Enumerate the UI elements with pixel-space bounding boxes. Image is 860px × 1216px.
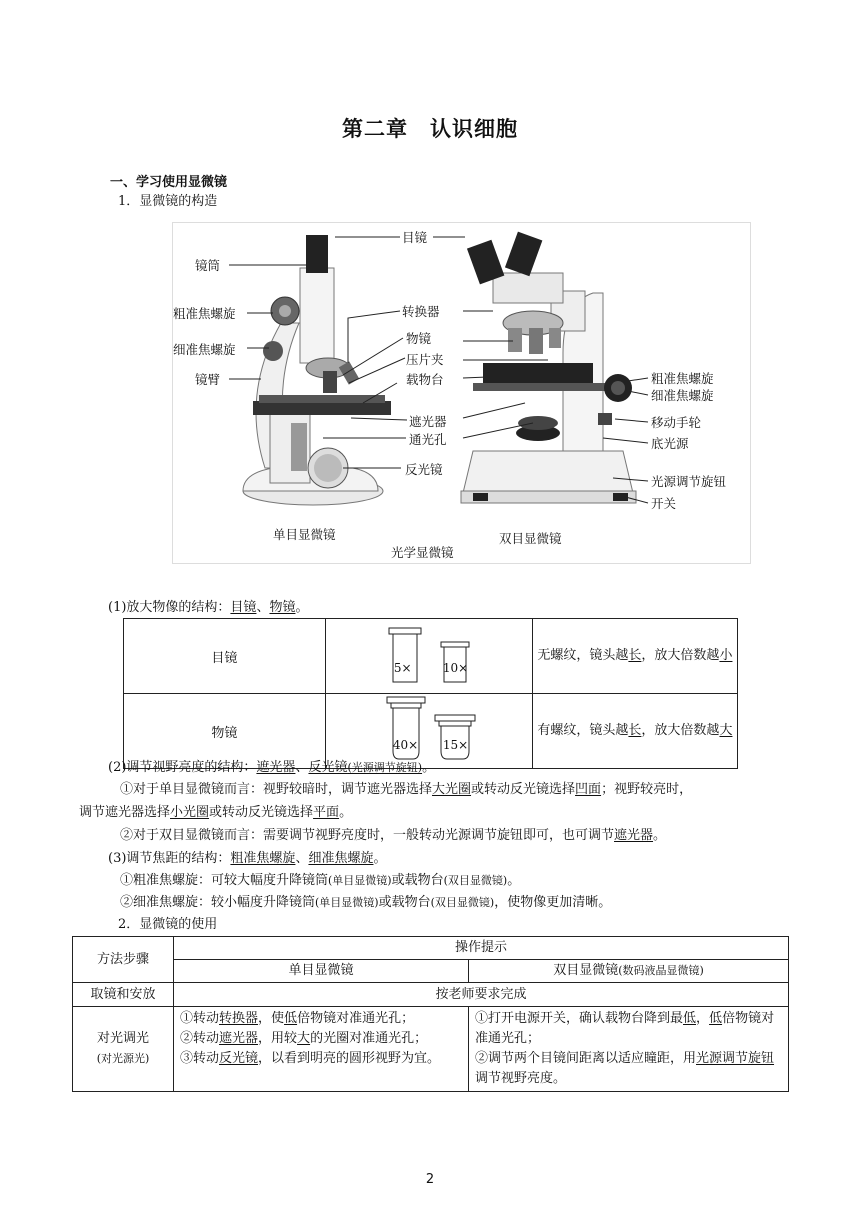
header-monocular: 单目显微镜 bbox=[174, 960, 469, 983]
label-eyepiece: 目镜 bbox=[402, 230, 428, 245]
text: 。 bbox=[295, 600, 309, 615]
text: 或转动反光镜选择 bbox=[471, 782, 576, 797]
label-objective: 物镜 bbox=[406, 331, 432, 346]
cell-mono-steps bbox=[174, 1007, 469, 1092]
text: 无螺纹，镜头越 bbox=[537, 648, 629, 663]
lens-40x-label: 40× bbox=[392, 738, 419, 752]
note: (光源调节旋钮) bbox=[347, 761, 423, 774]
text: 、 bbox=[295, 760, 309, 775]
cell-desc bbox=[532, 619, 737, 694]
label-nosepiece: 转换器 bbox=[402, 304, 440, 319]
paragraph-brightness-structures bbox=[108, 758, 435, 778]
table-header-row bbox=[73, 960, 789, 983]
lens-10x-label: 10× bbox=[442, 661, 469, 675]
text: ①转动 bbox=[180, 1011, 220, 1026]
note: (双目显微镜) bbox=[443, 874, 508, 887]
label-switch: 开关 bbox=[651, 496, 677, 511]
note: (双目显微镜) bbox=[430, 896, 495, 909]
text: ①对于单目显微镜而言：视野较暗时，调节遮光器选择 bbox=[120, 782, 433, 797]
paragraph-magnify-structures bbox=[108, 598, 308, 618]
text: ，用较 bbox=[258, 1031, 298, 1046]
note: (单目显微镜) bbox=[328, 874, 392, 887]
note: (单目显微镜) bbox=[315, 896, 379, 909]
answer: 粗准焦螺旋 bbox=[230, 851, 296, 866]
answer: 小光圈 bbox=[170, 805, 210, 820]
cell-name: 目镜 bbox=[124, 619, 326, 694]
text: (1)放大物像的结构： bbox=[108, 600, 231, 615]
eyepiece-lens-icons bbox=[327, 620, 531, 688]
note: (数码液晶显微镜) bbox=[618, 964, 704, 977]
answer: 大光圈 bbox=[432, 782, 472, 797]
label-bottom-light: 底光源 bbox=[651, 436, 689, 451]
text: ，放大倍数越 bbox=[641, 648, 720, 663]
text: ③转动 bbox=[180, 1051, 220, 1066]
paragraph-bino-brightness bbox=[120, 826, 666, 846]
page-number: 2 bbox=[425, 1172, 435, 1187]
text: (2)调节视野亮度的结构： bbox=[108, 760, 257, 775]
label-fine-focus-right: 细准焦螺旋 bbox=[651, 388, 714, 403]
text: ；视野较亮时， bbox=[601, 782, 693, 797]
label-coarse-focus-right: 粗准焦螺旋 bbox=[651, 371, 714, 386]
microscope-figure bbox=[172, 222, 751, 564]
text: ②细准焦螺旋：较小幅度升降镜筒 bbox=[120, 895, 316, 910]
text: 。 bbox=[373, 851, 387, 866]
answer: 反光镜 bbox=[308, 760, 348, 775]
table-header-row bbox=[73, 937, 789, 960]
text: ①粗准焦螺旋：可较大幅度升降镜筒 bbox=[120, 873, 329, 888]
paragraph-mono-brightness-cont bbox=[79, 803, 352, 823]
text: 。 bbox=[653, 828, 667, 843]
text: 或转动反光镜选择 bbox=[209, 805, 314, 820]
lens-table bbox=[123, 618, 738, 769]
cell-desc bbox=[532, 694, 737, 769]
text: 的光圈对准通光孔； bbox=[310, 1031, 428, 1046]
text: ，使物像更加清晰。 bbox=[494, 895, 612, 910]
caption-binocular: 双目显微镜 bbox=[499, 531, 562, 546]
cell-bino-steps bbox=[469, 1007, 789, 1092]
header-binocular bbox=[469, 960, 789, 983]
header-step: 方法步骤 bbox=[73, 937, 174, 983]
text: ，放大倍数越 bbox=[641, 723, 720, 738]
text: ①打开电源开关，确认载物台降到最 bbox=[475, 1011, 684, 1026]
cell-lens-drawing bbox=[325, 619, 532, 694]
label-stage: 载物台 bbox=[406, 372, 444, 387]
label-clip: 压片夹 bbox=[406, 352, 444, 367]
table-row bbox=[124, 619, 738, 694]
answer: 低 bbox=[709, 1011, 723, 1026]
answer: 细准焦螺旋 bbox=[308, 851, 374, 866]
text: 倍物镜对准通光孔； bbox=[475, 1011, 775, 1046]
label-mechanical-stage-knob: 移动手轮 bbox=[651, 415, 702, 430]
cell-step bbox=[73, 1007, 174, 1092]
text: 。 bbox=[422, 760, 436, 775]
answer: 平面 bbox=[313, 805, 340, 820]
binocular-microscope-image bbox=[461, 232, 636, 503]
answer: 凹面 bbox=[575, 782, 602, 797]
label-diaphragm: 遮光器 bbox=[409, 414, 447, 429]
cell-step: 取镜和安放 bbox=[73, 983, 174, 1007]
label-aperture: 通光孔 bbox=[409, 432, 447, 447]
answer: 反光镜 bbox=[219, 1051, 259, 1066]
text: 有螺纹，镜头越 bbox=[537, 723, 629, 738]
answer: 遮光器 bbox=[219, 1031, 259, 1046]
answer: 低 bbox=[284, 1011, 298, 1026]
label-fine-focus: 细准焦螺旋 bbox=[173, 342, 236, 357]
text: 、 bbox=[256, 600, 270, 615]
label-arm: 镜臂 bbox=[195, 372, 221, 387]
text: 倍物镜对准通光孔； bbox=[297, 1011, 415, 1026]
subsection-heading: 1．显微镜的构造 bbox=[118, 194, 218, 209]
answer: 大 bbox=[297, 1031, 311, 1046]
text: ②对于双目显微镜而言：需要调节视野亮度时，一般转动光源调节旋钮即可，也可调节 bbox=[120, 828, 615, 843]
answer-objective: 物镜 bbox=[269, 600, 296, 615]
answer-eyepiece: 目镜 bbox=[230, 600, 257, 615]
answer: 遮光器 bbox=[256, 760, 296, 775]
label-light-knob: 光源调节旋钮 bbox=[651, 474, 727, 489]
table-row bbox=[73, 983, 789, 1007]
paragraph-mono-brightness bbox=[120, 780, 692, 800]
text: ， bbox=[696, 1011, 710, 1026]
answer: 转换器 bbox=[219, 1011, 259, 1026]
lens-15x-label: 15× bbox=[442, 738, 469, 752]
answer: 大 bbox=[719, 723, 733, 738]
paragraph-coarse-focus bbox=[120, 871, 520, 891]
caption-monocular: 单目显微镜 bbox=[273, 527, 336, 542]
label-coarse-focus: 粗准焦螺旋 bbox=[173, 306, 236, 321]
text: ，以看到明亮的圆形视野为宜。 bbox=[258, 1051, 441, 1066]
text: ②转动 bbox=[180, 1031, 220, 1046]
text: 或载物台 bbox=[378, 895, 431, 910]
text: ，使 bbox=[258, 1011, 285, 1026]
subsection-heading: 2．显微镜的使用 bbox=[118, 917, 218, 932]
cell-tip: 按老师要求完成 bbox=[174, 983, 789, 1007]
text: 对光调光 bbox=[96, 1031, 149, 1046]
objective-lens-icons bbox=[327, 695, 531, 763]
answer: 低 bbox=[683, 1011, 697, 1026]
text: 。 bbox=[507, 873, 521, 888]
paragraph-focus-structures bbox=[108, 849, 386, 869]
answer: 长 bbox=[628, 648, 642, 663]
label-mirror: 反光镜 bbox=[405, 462, 443, 477]
answer: 长 bbox=[628, 723, 642, 738]
text: 。 bbox=[339, 805, 353, 820]
text: 调节视野亮度。 bbox=[475, 1071, 567, 1086]
text: 调节遮光器选择 bbox=[79, 805, 171, 820]
usage-table bbox=[72, 936, 789, 1092]
label-tube: 镜筒 bbox=[195, 258, 221, 273]
page-title: 第二章 认识细胞 bbox=[342, 117, 518, 141]
text: 双目显微镜 bbox=[553, 963, 619, 978]
answer: 遮光器 bbox=[614, 828, 654, 843]
text: ②调节两个目镜间距离以适应瞳距，用 bbox=[475, 1051, 697, 1066]
text: 或载物台 bbox=[391, 873, 444, 888]
text: (3)调节焦距的结构： bbox=[108, 851, 231, 866]
header-tips: 操作提示 bbox=[174, 937, 789, 960]
section-heading: 一、学习使用显微镜 bbox=[110, 175, 228, 190]
cell-name: 物镜 bbox=[124, 694, 326, 769]
note: (对光源光) bbox=[96, 1052, 150, 1065]
paragraph-fine-focus bbox=[120, 893, 611, 913]
answer: 光源调节旋钮 bbox=[696, 1051, 775, 1066]
answer: 小 bbox=[719, 648, 733, 663]
monocular-microscope-image bbox=[243, 235, 391, 505]
table-row bbox=[73, 1007, 789, 1092]
text: 、 bbox=[295, 851, 309, 866]
caption-optical-microscope: 光学显微镜 bbox=[391, 545, 454, 560]
lens-5x-label: 5× bbox=[393, 661, 412, 675]
